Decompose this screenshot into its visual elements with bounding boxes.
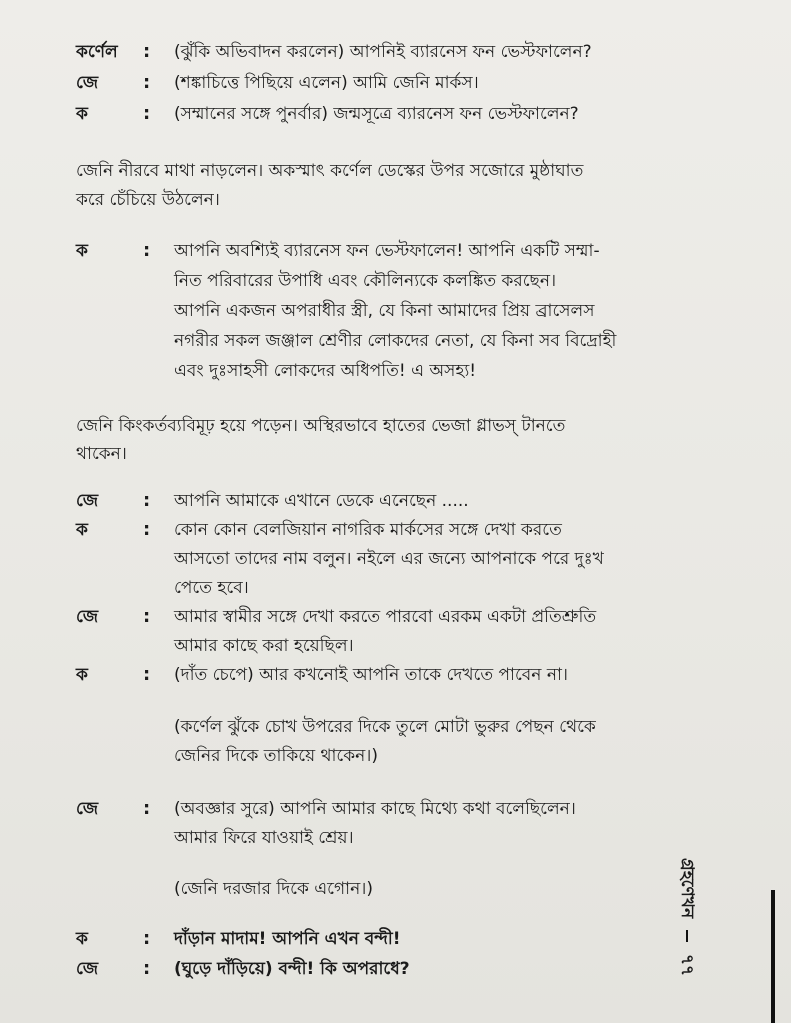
- speaker-colon: :: [143, 240, 151, 261]
- dialogue-line: আমার স্বামীর সঙ্গে দেখা করতে পারবো এরকম একটা প্রতিশ্রুতি: [174, 607, 597, 627]
- separator-bar: [686, 930, 688, 942]
- page-edge-rule: [771, 890, 775, 1023]
- speaker-colon: :: [143, 664, 151, 685]
- book-title: গ্রহণেখন: [677, 858, 697, 919]
- narration-line: করে চেঁচিয়ে উঠলেন।: [76, 190, 220, 210]
- narration-line: থাকেন।: [76, 444, 127, 464]
- speaker-label: ক: [76, 520, 88, 540]
- dialogue-line: আপনি আমাকে এখানে ডেকে এনেছেন .....: [174, 491, 469, 511]
- stage-direction-line: (কর্ণেল ঝুঁকে চোখ উপরের দিকে তুলে মোটা ভুরুর পেছন থেকে: [174, 717, 596, 737]
- dialogue-line: (ঝুঁকি অভিবাদন করলেন) আপনিই ব্যারনেস ফন ভেস্টফালেন?: [174, 42, 592, 62]
- narration-line: জেনি নীরবে মাথা নাড়লেন। অকস্মাৎ কর্ণেল ডেস্কের উপর সজোরে মুষ্ঠাঘাত: [76, 161, 584, 181]
- dialogue-line: নগরীর সকল জঞ্জাল শ্রেণীর লোকদের নেতা, যে কিনা সব বিদ্রোহী: [174, 331, 617, 351]
- dialogue-line: আপনি অবশ্যিই ব্যারনেস ফন ভেস্টফালেন! আপনি একটি সম্মা-: [174, 241, 600, 261]
- dialogue-line: আমার কাছে করা হয়েছিল।: [174, 636, 354, 656]
- page-number: ৭৭: [677, 953, 697, 977]
- stage-direction-line: জেনির দিকে তাকিয়ে থাকেন।): [174, 746, 379, 766]
- running-head: [676, 858, 698, 976]
- speaker-colon: :: [143, 103, 151, 124]
- speaker-colon: :: [143, 41, 151, 62]
- speaker-label: কর্ণেল: [76, 42, 118, 62]
- stage-direction-line: (জেনি দরজার দিকে এগোন।): [174, 879, 373, 899]
- dialogue-line: কোন কোন বেলজিয়ান নাগরিক মার্কসের সঙ্গে দেখা করতে: [174, 520, 562, 540]
- dialogue-line: আমার ফিরে যাওয়াই শ্রেয়।: [174, 828, 354, 848]
- dialogue-line: আপনি একজন অপরাধীর স্ত্রী, যে কিনা আমাদের প্রিয় ব্রাসেলস: [174, 301, 595, 321]
- speaker-colon: :: [143, 798, 151, 819]
- dialogue-line: এবং দুঃসাহসী লোকদের অধিপতি! এ অসহ্য!: [174, 361, 477, 381]
- speaker-label: জে: [76, 959, 99, 979]
- speaker-label: জে: [76, 799, 99, 819]
- speaker-colon: :: [143, 928, 151, 949]
- dialogue-line: (অবজ্ঞার সুরে) আপনি আমার কাছে মিথ্যে কথা বলেছিলেন।: [174, 799, 576, 819]
- dialogue-line: (ঘুড়ে দাঁড়িয়ে) বন্দী! কি অপরাধে?: [174, 959, 410, 979]
- dialogue-line: আসতো তাদের নাম বলুন। নইলে এর জন্যে আপনাকে পরে দুঃখ: [174, 549, 604, 569]
- speaker-label: জে: [76, 491, 99, 511]
- dialogue-line: নিত পরিবারের উপাধি এবং কৌলিন্যকে কলঙ্কিত করছেন।: [174, 271, 557, 291]
- speaker-label: ক: [76, 104, 88, 124]
- speaker-colon: :: [143, 519, 151, 540]
- dialogue-line: (শঙ্কাচিত্তে পিছিয়ে এলেন) আমি জেনি মার্কস।: [174, 73, 479, 93]
- dialogue-line: দাঁড়ান মাদাম! আপনি এখন বন্দী!: [174, 929, 401, 949]
- dialogue-line: (দাঁত চেপে) আর কখনোই আপনি তাকে দেখতে পাবেন না।: [174, 665, 568, 685]
- speaker-label: জে: [76, 73, 99, 93]
- speaker-label: ক: [76, 241, 88, 261]
- speaker-colon: :: [143, 72, 151, 93]
- narration-line: জেনি কিংকর্তব্যবিমূঢ় হয়ে পড়েন। অস্থিরভাবে হাতের ভেজা গ্লাভস্ টানতে: [76, 416, 566, 436]
- speaker-label: ক: [76, 929, 88, 949]
- dialogue-line: পেতে হবে।: [174, 578, 249, 598]
- speaker-colon: :: [143, 490, 151, 511]
- dialogue-line: (সম্মানের সঙ্গে পুনর্বার) জন্মসূত্রে ব্যারনেস ফন ভেস্টফালেন?: [174, 104, 579, 124]
- speaker-colon: :: [143, 606, 151, 627]
- speaker-label: ক: [76, 665, 88, 685]
- speaker-colon: :: [143, 958, 151, 979]
- speaker-label: জে: [76, 607, 99, 627]
